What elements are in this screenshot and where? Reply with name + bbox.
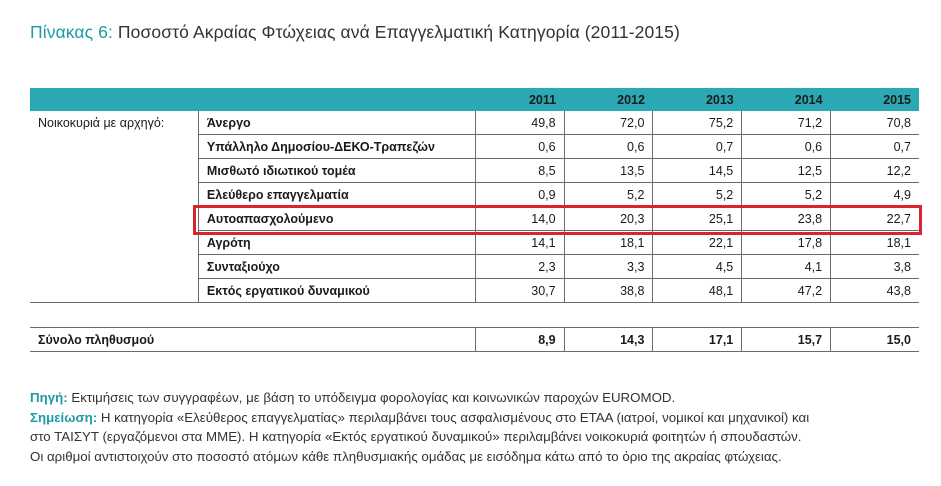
row-label: Αγρότη <box>198 231 475 255</box>
year-header: 2012 <box>564 88 653 111</box>
cell-value: 5,2 <box>742 183 831 207</box>
note-line <box>30 408 920 428</box>
empty-cell <box>30 207 198 231</box>
cell-value: 14,5 <box>653 159 742 183</box>
table-row <box>30 159 919 183</box>
total-value: 14,3 <box>564 328 653 352</box>
source-text: Εκτιμήσεις των συγγραφέων, με βάση το υπόδειγμα φορολογίας και κοινωνικών παροχών EUROMOD. <box>67 390 676 405</box>
empty-cell <box>30 279 198 303</box>
cell-value: 23,8 <box>742 207 831 231</box>
cell-value: 2,3 <box>475 255 564 279</box>
cell-value: 0,7 <box>831 135 919 159</box>
spacer-cell <box>30 303 919 328</box>
year-header: 2014 <box>742 88 831 111</box>
year-header: 2013 <box>653 88 742 111</box>
cell-value: 14,0 <box>475 207 564 231</box>
cell-value: 14,1 <box>475 231 564 255</box>
page-title <box>30 22 680 43</box>
empty-cell <box>30 135 198 159</box>
note-line: Οι αριθμοί αντιστοιχούν στο ποσοστό ατόμων κάθε πληθυσμιακής ομάδας με εισόδημα κάτω από το όριο της ακραίας φτώχειας. <box>30 448 782 464</box>
source-key: Πηγή: <box>30 390 68 405</box>
row-label: Αυτοαπασχολούμενο <box>198 207 475 231</box>
total-value: 17,1 <box>653 328 742 352</box>
year-header: 2011 <box>475 88 564 111</box>
year-header: 2015 <box>831 88 919 111</box>
cell-value: 25,1 <box>653 207 742 231</box>
cell-value: 4,1 <box>742 255 831 279</box>
cell-value: 4,9 <box>831 183 919 207</box>
empty-cell <box>30 159 198 183</box>
empty-cell <box>30 231 198 255</box>
cell-value: 49,8 <box>475 111 564 135</box>
source-note <box>30 388 920 408</box>
total-label: Σύνολο πληθυσμού <box>30 328 475 352</box>
note-text: Η κατηγορία «Ελεύθερος επαγγελματίας» περιλαμβάνει τους ασφαλισμένους στο ΕΤΑΑ (ιατροί, νομικοί και μηχανικοί) και <box>97 409 810 425</box>
cell-value: 13,5 <box>564 159 653 183</box>
cell-value: 22,7 <box>831 207 919 231</box>
table-row <box>30 231 919 255</box>
header-blank <box>198 88 475 111</box>
row-label: Ελεύθερο επαγγελματία <box>198 183 475 207</box>
group-label: Νοικοκυριά με αρχηγό: <box>38 115 165 130</box>
total-row <box>30 328 919 352</box>
row-label: Εκτός εργατικού δυναμικού <box>198 279 475 303</box>
spacer-row <box>30 303 919 328</box>
cell-value: 5,2 <box>564 183 653 207</box>
note-line: στο ΤΑΙΣΥΤ (εργαζόμενοι στα ΜΜΕ). Η κατηγορία «Εκτός εργατικού δυναμικού» περιλαμβάνει νοικοκυριά φοιτητών ή σπουδαστών. <box>30 429 802 444</box>
table-row <box>30 255 919 279</box>
cell-value: 12,2 <box>831 159 919 183</box>
cell-value: 3,8 <box>831 255 919 279</box>
cell-value: 22,1 <box>653 231 742 255</box>
total-value: 8,9 <box>475 328 564 352</box>
cell-value: 3,3 <box>564 255 653 279</box>
cell-value: 70,8 <box>831 111 919 135</box>
cell-value: 47,2 <box>742 279 831 303</box>
empty-cell <box>30 255 198 279</box>
cell-value: 17,8 <box>742 231 831 255</box>
row-label: Υπάλληλο Δημοσίου-ΔΕΚΟ-Τραπεζών <box>198 135 475 159</box>
table-row-highlighted <box>30 207 919 231</box>
cell-value: 71,2 <box>742 111 831 135</box>
cell-value: 38,8 <box>564 279 653 303</box>
cell-value: 8,5 <box>475 159 564 183</box>
cell-value: 20,3 <box>564 207 653 231</box>
header-blank <box>30 88 198 111</box>
cell-value: 0,9 <box>475 183 564 207</box>
table-row <box>30 279 919 303</box>
row-label: Συνταξιούχο <box>198 255 475 279</box>
cell-value: 43,8 <box>831 279 919 303</box>
table-row <box>30 111 919 135</box>
row-label: Μισθωτό ιδιωτικού τομέα <box>198 159 475 183</box>
cell-value: 0,6 <box>742 135 831 159</box>
table-notes <box>30 388 920 466</box>
cell-value: 18,1 <box>831 231 919 255</box>
cell-value: 48,1 <box>653 279 742 303</box>
table-number-label: Πίνακας 6: <box>30 22 113 42</box>
cell-value: 72,0 <box>564 111 653 135</box>
cell-value: 0,7 <box>653 135 742 159</box>
total-value: 15,0 <box>831 328 919 352</box>
empty-cell <box>30 183 198 207</box>
cell-value: 18,1 <box>564 231 653 255</box>
note-key: Σημείωση: <box>30 409 98 425</box>
table-row <box>30 183 919 207</box>
cell-value: 30,7 <box>475 279 564 303</box>
row-label: Άνεργο <box>198 111 475 135</box>
table-title-text: Ποσοστό Ακραίας Φτώχειας ανά Επαγγελματική Κατηγορία (2011-2015) <box>117 22 680 42</box>
table-row <box>30 135 919 159</box>
cell-value: 12,5 <box>742 159 831 183</box>
header-row <box>30 88 919 111</box>
cell-value: 5,2 <box>653 183 742 207</box>
total-value: 15,7 <box>742 328 831 352</box>
poverty-table <box>30 88 919 352</box>
cell-value: 0,6 <box>475 135 564 159</box>
cell-value: 75,2 <box>653 111 742 135</box>
cell-value: 0,6 <box>564 135 653 159</box>
cell-value: 4,5 <box>653 255 742 279</box>
